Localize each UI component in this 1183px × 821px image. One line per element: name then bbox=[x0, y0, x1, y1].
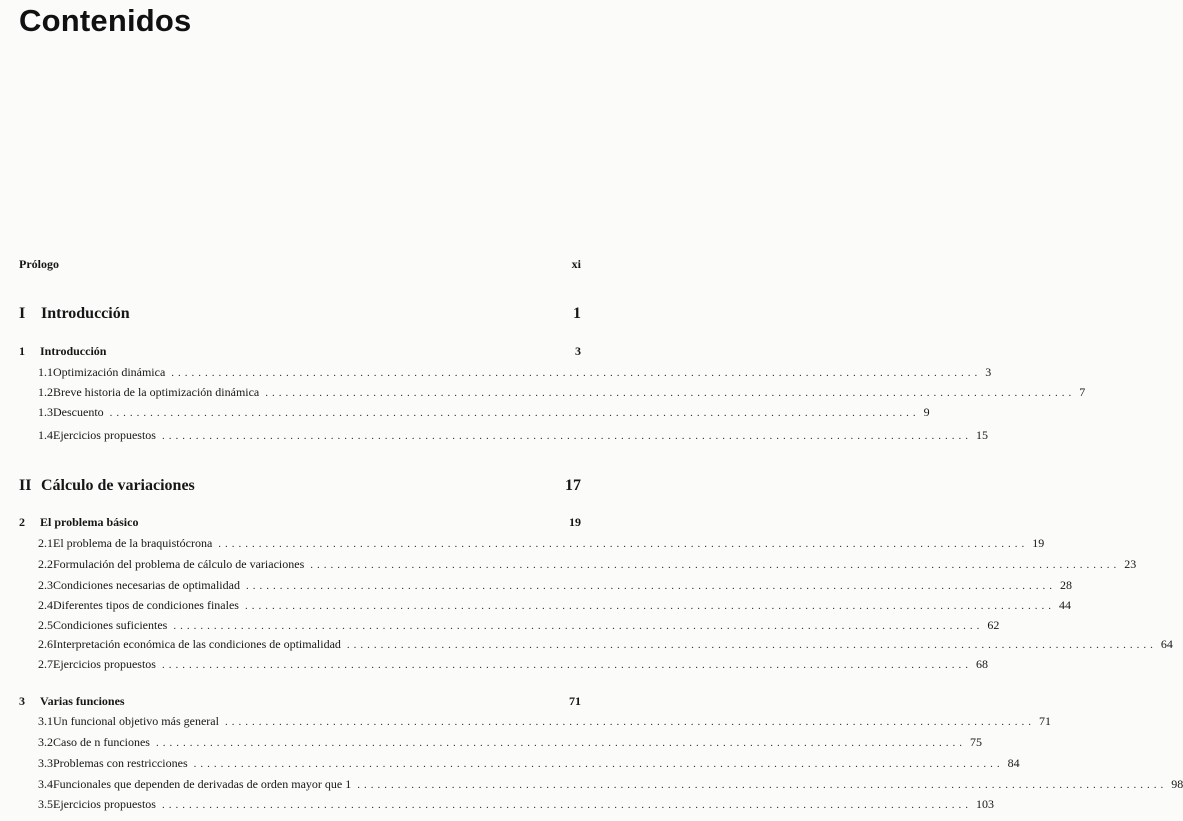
toc-section-2-4[interactable] bbox=[38, 597, 1071, 613]
dot-leader: ........................................................................................................................ bbox=[310, 559, 1121, 571]
section-number: 2.3 bbox=[38, 578, 53, 592]
toc-section-2-7[interactable] bbox=[38, 656, 988, 672]
toc-section-2-5[interactable] bbox=[38, 617, 1000, 633]
section-page: 9 bbox=[923, 405, 930, 419]
toc-chapter-2[interactable] bbox=[19, 514, 581, 530]
dot-leader: ........................................................................................................................ bbox=[346, 639, 1157, 651]
section-page: 3 bbox=[985, 365, 992, 379]
dot-leader: ........................................................................................................................ bbox=[244, 600, 1055, 612]
dot-leader: ........................................................................................................................ bbox=[224, 716, 1035, 728]
toc-section-2-3[interactable] bbox=[38, 577, 1072, 593]
dot-leader: ........................................................................................................................ bbox=[109, 407, 920, 419]
chapter-page: 3 bbox=[575, 344, 581, 358]
dot-leader: ........................................................................................................................ bbox=[193, 758, 1004, 770]
section-number: 2.7 bbox=[38, 657, 53, 671]
toc-part-2[interactable] bbox=[19, 476, 581, 496]
dot-leader: ........................................................................................................................ bbox=[161, 430, 972, 442]
dot-leader: ........................................................................................................................ bbox=[155, 737, 966, 749]
section-page: 84 bbox=[1007, 756, 1020, 770]
part-page: 17 bbox=[565, 477, 581, 494]
chapter-number: 1 bbox=[19, 344, 25, 358]
toc-section-3-2[interactable] bbox=[38, 734, 982, 750]
toc-section-3-3[interactable] bbox=[38, 755, 1020, 771]
dot-leader: ........................................................................................................................ bbox=[218, 538, 1029, 550]
section-title: Condiciones suficientes bbox=[53, 618, 168, 632]
chapter-number: 2 bbox=[19, 515, 25, 529]
chapter-title: Varias funciones bbox=[40, 694, 125, 708]
section-page: 103 bbox=[975, 797, 994, 811]
section-number: 3.3 bbox=[38, 756, 53, 770]
chapter-title: El problema básico bbox=[40, 515, 139, 529]
part-number: II bbox=[19, 477, 32, 494]
section-title: Ejercicios propuestos bbox=[53, 428, 156, 442]
section-page: 44 bbox=[1058, 598, 1071, 612]
section-number: 3.4 bbox=[38, 777, 53, 791]
chapter-title: Introducción bbox=[40, 344, 107, 358]
toc-section-3-4[interactable] bbox=[38, 776, 1183, 792]
dot-leader: ........................................................................................................................ bbox=[171, 367, 982, 379]
chapter-page: 71 bbox=[569, 694, 581, 708]
section-number: 1.4 bbox=[38, 428, 53, 442]
section-number: 3.5 bbox=[38, 797, 53, 811]
section-number: 2.5 bbox=[38, 618, 53, 632]
toc-entry-page: xi bbox=[571, 257, 581, 271]
part-title: Cálculo de variaciones bbox=[41, 477, 195, 494]
section-page: 7 bbox=[1079, 385, 1086, 399]
section-page: 15 bbox=[975, 428, 988, 442]
section-title: Breve historia de la optimización dinámica bbox=[53, 385, 260, 399]
section-number: 3.1 bbox=[38, 714, 53, 728]
section-page: 68 bbox=[975, 657, 988, 671]
part-title: Introducción bbox=[41, 305, 130, 322]
section-title: Un funcional objetivo más general bbox=[53, 714, 219, 728]
dot-leader: ........................................................................................................................ bbox=[245, 580, 1056, 592]
section-title: Optimización dinámica bbox=[53, 365, 166, 379]
section-title: Diferentes tipos de condiciones finales bbox=[53, 598, 239, 612]
section-number: 2.2 bbox=[38, 557, 53, 571]
toc-section-3-1[interactable] bbox=[38, 713, 1051, 729]
part-number: I bbox=[19, 305, 26, 322]
chapter-number: 3 bbox=[19, 694, 25, 708]
section-page: 98 bbox=[1171, 777, 1183, 791]
section-page: 23 bbox=[1124, 557, 1137, 571]
toc-section-3-5[interactable] bbox=[38, 796, 994, 812]
section-page: 19 bbox=[1032, 536, 1045, 550]
section-number: 2.6 bbox=[38, 637, 53, 651]
toc-section-2-1[interactable] bbox=[38, 535, 1045, 551]
chapter-page: 19 bbox=[569, 515, 581, 529]
toc-section-1-1[interactable] bbox=[38, 364, 992, 380]
section-title: Problemas con restricciones bbox=[53, 756, 188, 770]
section-number: 2.1 bbox=[38, 536, 53, 550]
section-page: 71 bbox=[1038, 714, 1051, 728]
section-title: El problema de la braquistócrona bbox=[53, 536, 213, 550]
toc-section-1-3[interactable] bbox=[38, 404, 930, 420]
page-title: Contenidos bbox=[19, 3, 192, 38]
section-title: Condiciones necesarias de optimalidad bbox=[53, 578, 240, 592]
section-page: 62 bbox=[987, 618, 1000, 632]
toc-section-2-2[interactable] bbox=[38, 556, 1137, 572]
toc-chapter-1[interactable] bbox=[19, 343, 581, 359]
section-number: 2.4 bbox=[38, 598, 53, 612]
dot-leader: ........................................................................................................................ bbox=[357, 779, 1168, 791]
section-page: 64 bbox=[1160, 637, 1173, 651]
section-title: Interpretación económica de las condiciones de optimalidad bbox=[53, 637, 341, 651]
section-title: Ejercicios propuestos bbox=[53, 657, 156, 671]
section-title: Caso de n funciones bbox=[53, 735, 150, 749]
section-title: Descuento bbox=[53, 405, 104, 419]
section-title: Funcionales que dependen de derivadas de orden mayor que 1 bbox=[53, 777, 352, 791]
toc-chapter-3[interactable] bbox=[19, 693, 581, 709]
toc-section-2-6[interactable] bbox=[38, 636, 1173, 652]
dot-leader: ........................................................................................................................ bbox=[161, 799, 972, 811]
section-number: 1.2 bbox=[38, 385, 53, 399]
dot-leader: ........................................................................................................................ bbox=[265, 387, 1076, 399]
dot-leader: ........................................................................................................................ bbox=[173, 620, 984, 632]
section-number: 1.3 bbox=[38, 405, 53, 419]
section-number: 3.2 bbox=[38, 735, 53, 749]
toc-part-1[interactable] bbox=[19, 304, 581, 324]
toc-entry-prologue[interactable] bbox=[19, 256, 581, 272]
toc-section-1-2[interactable] bbox=[38, 384, 1086, 400]
section-page: 28 bbox=[1059, 578, 1072, 592]
toc-entry-title: Prólogo bbox=[19, 257, 59, 271]
section-number: 1.1 bbox=[38, 365, 53, 379]
section-title: Formulación del problema de cálculo de variaciones bbox=[53, 557, 305, 571]
toc-section-1-4[interactable] bbox=[38, 427, 988, 443]
section-title: Ejercicios propuestos bbox=[53, 797, 156, 811]
section-page: 75 bbox=[969, 735, 982, 749]
dot-leader: ........................................................................................................................ bbox=[161, 659, 972, 671]
part-page: 1 bbox=[573, 305, 581, 322]
